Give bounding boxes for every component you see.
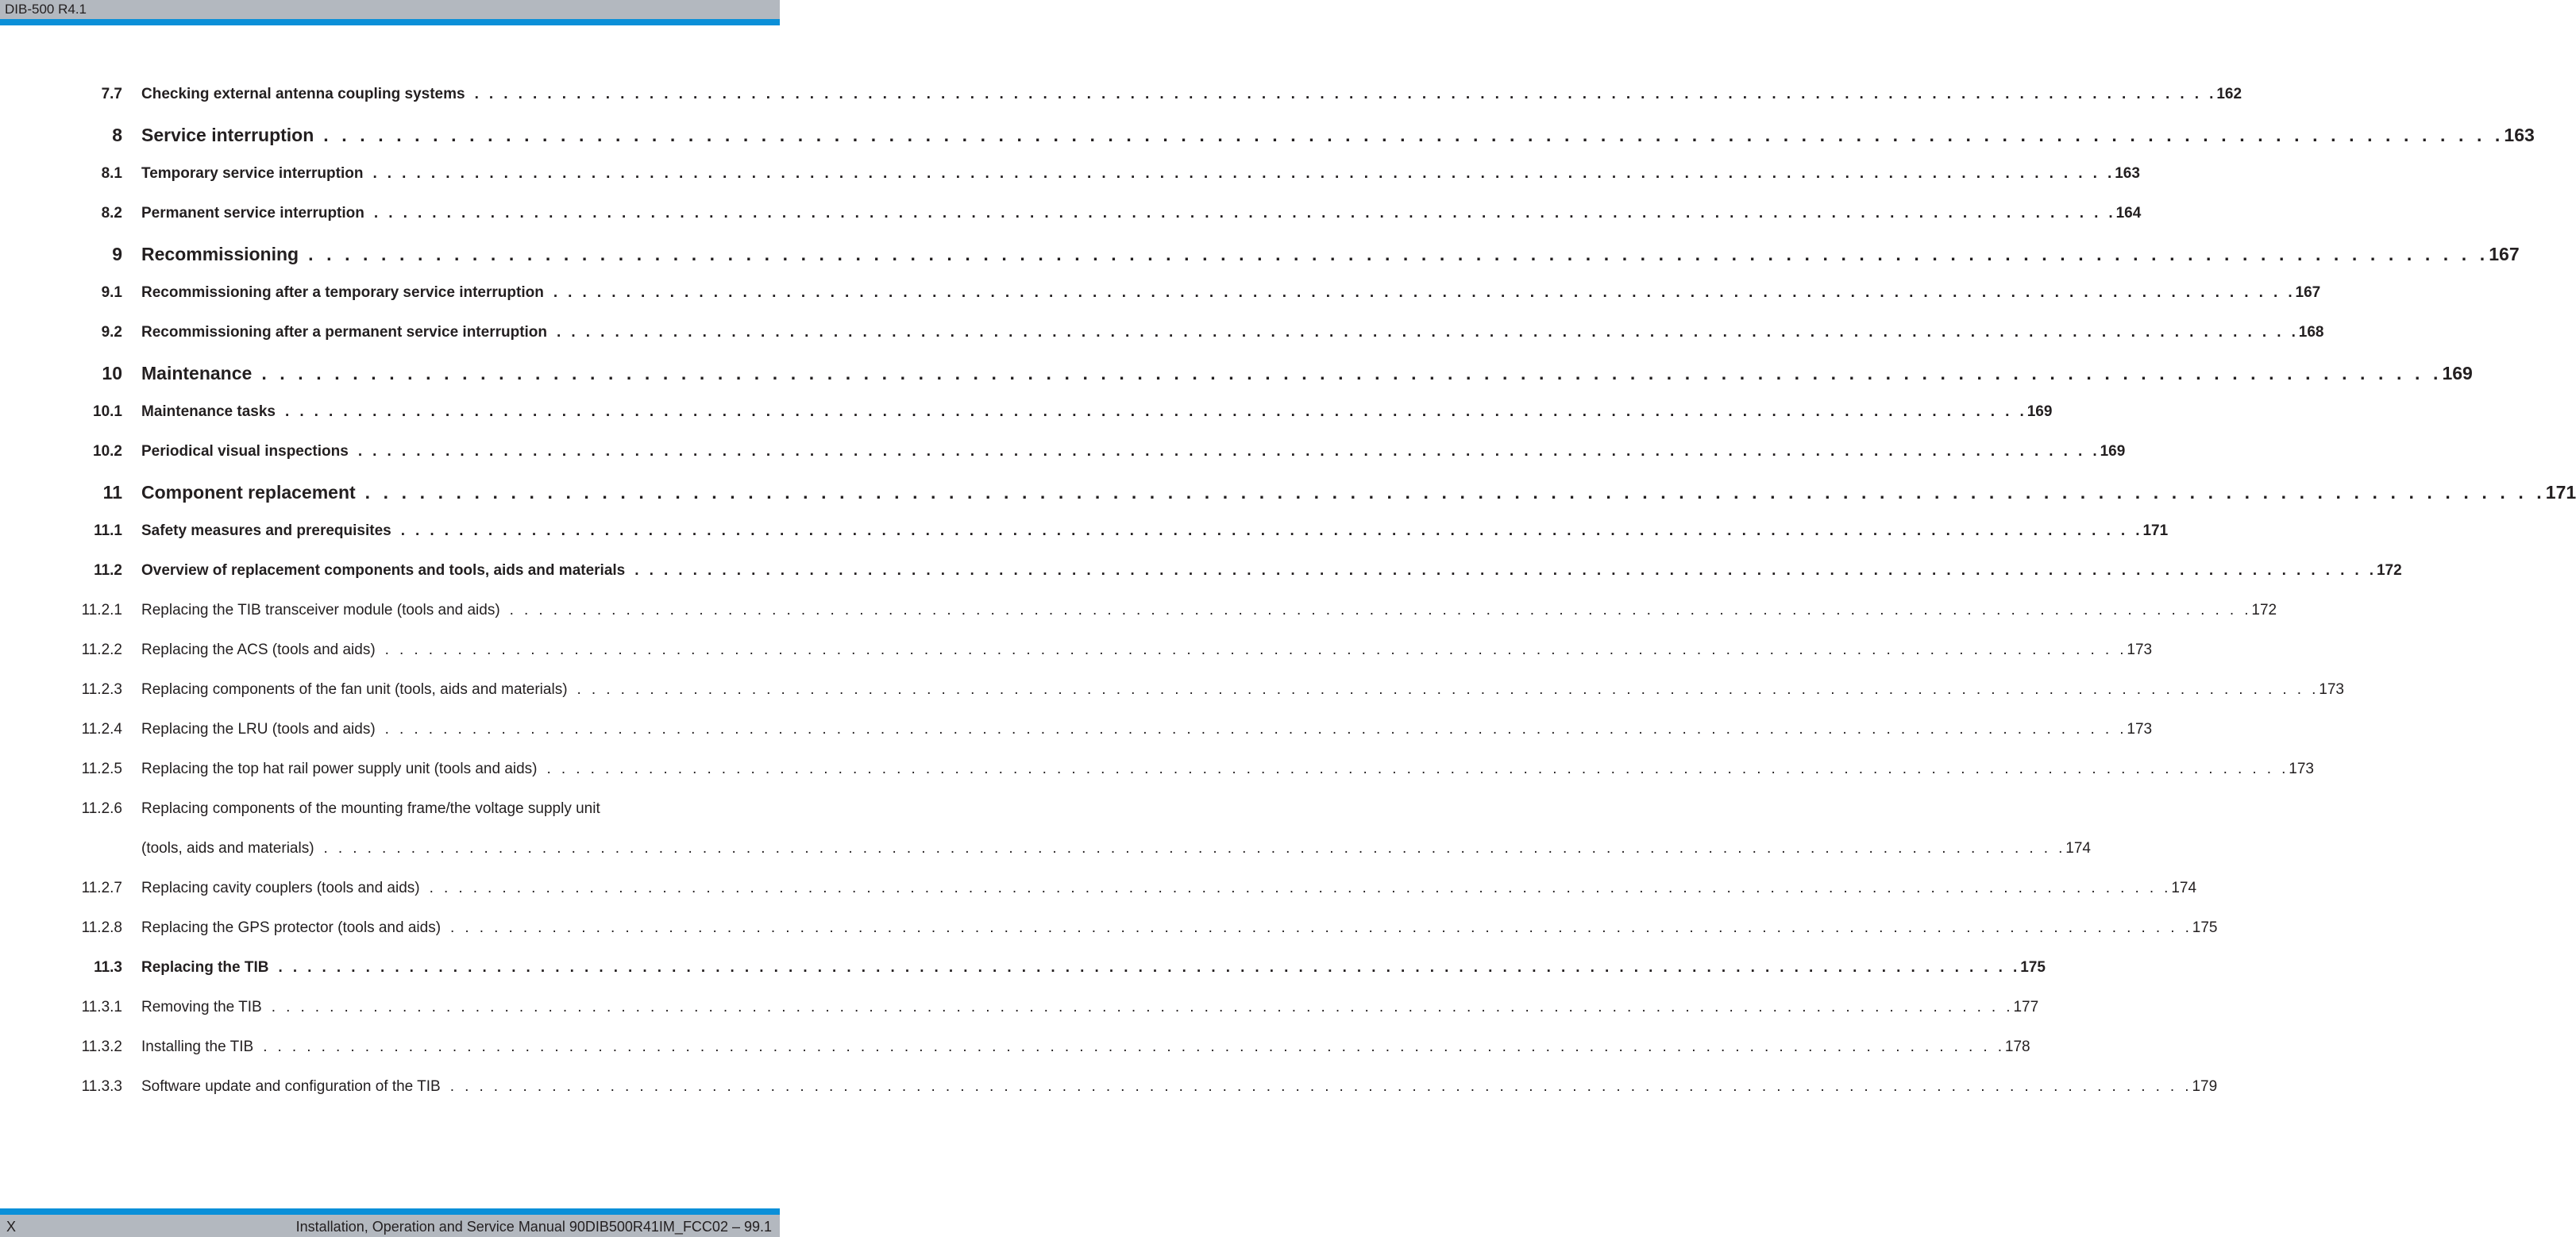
toc-dot-leader: . . . . . . . . . . . . . . . . . . . . . . . . . . . . . . . . . . . . . . . . . . . . . . . . . . . . . . . . . . . . . . . . . . . . . . . . . . . . . . . . . . . . . . . . . . . . . . . . . . . . . . . . . . . . . . . . . . . . . . . . <box>323 840 2066 857</box>
toc-entry-page: 163 <box>2504 125 2535 145</box>
toc-entry[interactable] <box>0 562 2402 602</box>
toc-dot-leader: . . . . . . . . . . . . . . . . . . . . . . . . . . . . . . . . . . . . . . . . . . . . . . . . . . . . . . . . . . . . . . . . . . . . . . . . . . . . . . . . . . . . . . . . . . . . . . . . . . . . . . . . . . . . . . . . . . . . . . . . <box>323 125 2505 145</box>
toc-entry-number: 11.3 <box>94 959 122 976</box>
toc-entry[interactable] <box>0 482 2576 522</box>
toc-entry[interactable] <box>0 363 2473 403</box>
toc-entry-title: Recommissioning after a temporary service interruption <box>141 284 544 301</box>
toc-entry[interactable] <box>0 840 2091 880</box>
toc-entry-title: Software update and configuration of the TIB <box>141 1078 441 1095</box>
toc-entry-title: Replacing the ACS (tools and aids) <box>141 642 376 658</box>
toc-entry-title: Replacing cavity couplers (tools and aids) <box>141 880 420 896</box>
toc-entry[interactable] <box>0 761 2314 800</box>
toc-entry[interactable] <box>0 125 2535 165</box>
toc-entry-title: Replacing the LRU (tools and aids) <box>141 721 376 738</box>
header-bar <box>0 0 780 19</box>
toc-entry-page: 168 <box>2298 324 2324 341</box>
toc-entry-title: Service interruption <box>141 125 314 145</box>
toc-entry-page: 163 <box>2115 165 2140 182</box>
toc-entry[interactable] <box>0 1039 2030 1078</box>
toc-entry[interactable] <box>0 959 2046 999</box>
toc-entry-number: 11.2.4 <box>81 721 122 738</box>
toc-entry-title: Maintenance <box>141 363 253 383</box>
toc-dot-leader: . . . . . . . . . . . . . . . . . . . . . . . . . . . . . . . . . . . . . . . . . . . . . . . . . . . . . . . . . . . . . . . . . . . . . . . . . . . . . . . . . . . . . . . . . . . . . . . . . . . . . . . . . . . . . . . . . . . . . . . . <box>474 86 2217 102</box>
toc-dot-leader: . . . . . . . . . . . . . . . . . . . . . . . . . . . . . . . . . . . . . . . . . . . . . . . . . . . . . . . . . . . . . . . . . . . . . . . . . . . . . . . . . . . . . . . . . . . . . . . . . . . . . . . . . . . . . . . . . . . . . . . . <box>263 1039 2005 1055</box>
toc-entry-title: Replacing the TIB <box>141 959 269 976</box>
toc-dot-leader: . . . . . . . . . . . . . . . . . . . . . . . . . . . . . . . . . . . . . . . . . . . . . . . . . . . . . . . . . . . . . . . . . . . . . . . . . . . . . . . . . . . . . . . . . . . . . . . . . . . . . . . . . . . . . . . . . . . . . . . . <box>384 642 2127 658</box>
toc-entry-number: 11.3.3 <box>81 1078 122 1095</box>
toc-entry-number: 9.1 <box>101 284 122 301</box>
toc-entry-title: Replacing components of the fan unit (tools, aids and materials) <box>141 681 568 698</box>
toc-dot-leader: . . . . . . . . . . . . . . . . . . . . . . . . . . . . . . . . . . . . . . . . . . . . . . . . . . . . . . . . . . . . . . . . . . . . . . . . . . . . . . . . . . . . . . . . . . . . . . . . . . . . . . . . . . . . . . . . . . . . . . . . <box>261 363 2443 383</box>
toc-entry[interactable] <box>0 800 780 840</box>
toc-entry-page: 174 <box>2065 840 2091 857</box>
toc-entry-title: Removing the TIB <box>141 999 262 1015</box>
toc-entry-page: 167 <box>2489 244 2520 264</box>
toc-entry-page: 173 <box>2127 642 2153 658</box>
toc-entry-number: 11.2.1 <box>81 602 122 618</box>
toc-dot-leader: . . . . . . . . . . . . . . . . . . . . . . . . . . . . . . . . . . . . . . . . . . . . . . . . . . . . . . . . . . . . . . . . . . . . . . . . . . . . . . . . . . . . . . . . . . . . . . . . . . . . . . . . . . . . . . . . . . . . . . . . <box>384 721 2127 738</box>
toc-entry-page: 175 <box>2020 959 2046 976</box>
toc-entry-number: 11.3.1 <box>81 999 122 1015</box>
toc-entry-title: Periodical visual inspections <box>141 443 349 460</box>
toc-entry-title: Overview of replacement components and tools, aids and materials <box>141 562 626 579</box>
toc-entry-page: 167 <box>2295 284 2321 301</box>
toc-entry-number: 11.2.8 <box>81 919 122 936</box>
toc-dot-leader: . . . . . . . . . . . . . . . . . . . . . . . . . . . . . . . . . . . . . . . . . . . . . . . . . . . . . . . . . . . . . . . . . . . . . . . . . . . . . . . . . . . . . . . . . . . . . . . . . . . . . . . . . . . . . . . . . . . . . . . . <box>509 602 2252 618</box>
toc-entry-title: Installing the TIB <box>141 1039 254 1055</box>
toc-entry-number: 11.2.3 <box>81 681 122 698</box>
toc-dot-leader: . . . . . . . . . . . . . . . . . . . . . . . . . . . . . . . . . . . . . . . . . . . . . . . . . . . . . . . . . . . . . . . . . . . . . . . . . . . . . . . . . . . . . . . . . . . . . . . . . . . . . . . . . . . . . . . . . . . . . . . . <box>278 959 2021 976</box>
manual-reference: Installation, Operation and Service Manual 90DIB500R41IM_FCC02 – 99.1 <box>295 1219 772 1235</box>
toc-entry-number: 11.2.2 <box>81 642 122 658</box>
toc-entry-number: 11.2.5 <box>81 761 122 777</box>
toc-dot-leader: . . . . . . . . . . . . . . . . . . . . . . . . . . . . . . . . . . . . . . . . . . . . . . . . . . . . . . . . . . . . . . . . . . . . . . . . . . . . . . . . . . . . . . . . . . . . . . . . . . . . . . . . . . . . . . . . . . . . . . . . <box>557 324 2299 341</box>
toc-entry-page: 178 <box>2004 1039 2030 1055</box>
toc-entry[interactable] <box>0 86 2242 125</box>
toc-entry-page: 173 <box>2127 721 2153 738</box>
toc-dot-leader: . . . . . . . . . . . . . . . . . . . . . . . . . . . . . . . . . . . . . . . . . . . . . . . . . . . . . . . . . . . . . . . . . . . . . . . . . . . . . . . . . . . . . . . . . . . . . . . . . . . . . . . . . . . . . . . . . . . . . . . . <box>634 562 2377 579</box>
toc-entry-title: Component replacement <box>141 482 356 503</box>
toc-entry-title: Recommissioning <box>141 244 299 264</box>
toc-entry-number: 11.2.6 <box>81 800 122 817</box>
toc-entry-number: 11.2 <box>94 562 122 579</box>
toc-entry[interactable] <box>0 642 2153 681</box>
toc-entry[interactable] <box>0 403 2053 443</box>
toc-entry-title: Recommissioning after a permanent service interruption <box>141 324 548 341</box>
toc-entry[interactable] <box>0 880 2197 919</box>
toc-dot-leader: . . . . . . . . . . . . . . . . . . . . . . . . . . . . . . . . . . . . . . . . . . . . . . . . . . . . . . . . . . . . . . . . . . . . . . . . . . . . . . . . . . . . . . . . . . . . . . . . . . . . . . . . . . . . . . . . . . . . . . . . <box>284 403 2027 420</box>
toc-dot-leader: . . . . . . . . . . . . . . . . . . . . . . . . . . . . . . . . . . . . . . . . . . . . . . . . . . . . . . . . . . . . . . . . . . . . . . . . . . . . . . . . . . . . . . . . . . . . . . . . . . . . . . . . . . . . . . . . . . . . . . . . <box>308 244 2489 264</box>
toc-entry[interactable] <box>0 721 2153 761</box>
toc-entry-title: Permanent service interruption <box>141 205 364 222</box>
header-accent-line <box>0 19 780 25</box>
toc-entry[interactable] <box>0 165 2140 205</box>
toc-entry-number: 10.2 <box>93 443 122 460</box>
toc-entry-title: Replacing the GPS protector (tools and aids) <box>141 919 442 936</box>
toc-dot-leader: . . . . . . . . . . . . . . . . . . . . . . . . . . . . . . . . . . . . . . . . . . . . . . . . . . . . . . . . . . . . . . . . . . . . . . . . . . . . . . . . . . . . . . . . . . . . . . . . . . . . . . . . . . . . . . . . . . . . . . . . <box>553 284 2296 301</box>
toc-dot-leader: . . . . . . . . . . . . . . . . . . . . . . . . . . . . . . . . . . . . . . . . . . . . . . . . . . . . . . . . . . . . . . . . . . . . . . . . . . . . . . . . . . . . . . . . . . . . . . . . . . . . . . . . . . . . . . . . . . . . . . . . <box>577 681 2320 698</box>
toc-entry-number: 10.1 <box>93 403 122 420</box>
toc-entry-number: 8.1 <box>101 165 122 182</box>
toc-entry[interactable] <box>0 205 2142 245</box>
toc-entry[interactable] <box>0 999 2039 1039</box>
table-of-contents <box>0 86 2576 1118</box>
toc-entry-number: 9 <box>112 244 122 264</box>
toc-entry-title: Replacing the top hat rail power supply unit (tools and aids) <box>141 761 538 777</box>
toc-dot-leader: . . . . . . . . . . . . . . . . . . . . . . . . . . . . . . . . . . . . . . . . . . . . . . . . . . . . . . . . . . . . . . . . . . . . . . . . . . . . . . . . . . . . . . . . . . . . . . . . . . . . . . . . . . . . . . . . . . . . . . . . <box>372 165 2115 182</box>
toc-dot-leader: . . . . . . . . . . . . . . . . . . . . . . . . . . . . . . . . . . . . . . . . . . . . . . . . . . . . . . . . . . . . . . . . . . . . . . . . . . . . . . . . . . . . . . . . . . . . . . . . . . . . . . . . . . . . . . . . . . . . . . . . <box>429 880 2172 896</box>
toc-entry-page: 171 <box>2142 522 2169 539</box>
toc-entry-number: 9.2 <box>101 324 122 341</box>
toc-entry-page: 169 <box>2100 443 2126 460</box>
toc-entry-title: Safety measures and prerequisites <box>141 522 391 539</box>
toc-entry-number: 10 <box>102 363 122 383</box>
toc-entry-title: Replacing components of the mounting frame/the voltage supply unit <box>141 800 600 817</box>
toc-dot-leader: . . . . . . . . . . . . . . . . . . . . . . . . . . . . . . . . . . . . . . . . . . . . . . . . . . . . . . . . . . . . . . . . . . . . . . . . . . . . . . . . . . . . . . . . . . . . . . . . . . . . . . . . . . . . . . . . . . . . . . . . <box>449 1078 2192 1095</box>
toc-entry-page: 175 <box>2192 919 2218 936</box>
toc-entry-title: Checking external antenna coupling systems <box>141 86 465 102</box>
toc-entry[interactable] <box>0 284 2321 324</box>
toc-dot-leader: . . . . . . . . . . . . . . . . . . . . . . . . . . . . . . . . . . . . . . . . . . . . . . . . . . . . . . . . . . . . . . . . . . . . . . . . . . . . . . . . . . . . . . . . . . . . . . . . . . . . . . . . . . . . . . . . . . . . . . . . <box>357 443 2100 460</box>
toc-entry[interactable] <box>0 324 2324 364</box>
toc-entry-page: 172 <box>2376 562 2402 579</box>
toc-entry-page: 164 <box>2115 205 2142 222</box>
toc-entry-page: 173 <box>2289 761 2314 777</box>
toc-entry-number: 11.1 <box>94 522 122 539</box>
toc-entry-page: 179 <box>2192 1078 2218 1095</box>
page-number: X <box>6 1219 17 1235</box>
toc-entry-page: 162 <box>2216 86 2242 102</box>
toc-entry[interactable] <box>0 681 2344 721</box>
toc-dot-leader: . . . . . . . . . . . . . . . . . . . . . . . . . . . . . . . . . . . . . . . . . . . . . . . . . . . . . . . . . . . . . . . . . . . . . . . . . . . . . . . . . . . . . . . . . . . . . . . . . . . . . . . . . . . . . . . . . . . . . . . . <box>271 999 2014 1015</box>
toc-entry-title: Temporary service interruption <box>141 165 364 182</box>
toc-entry-page: 173 <box>2319 681 2344 698</box>
toc-entry[interactable] <box>0 244 2520 284</box>
toc-entry-number: 8.2 <box>101 205 122 222</box>
toc-entry-number: 11 <box>102 482 122 503</box>
toc-entry-number: 11.2.7 <box>81 880 122 896</box>
toc-entry[interactable] <box>0 919 2218 959</box>
toc-entry[interactable] <box>0 1078 2218 1118</box>
toc-entry-number: 7.7 <box>101 86 122 102</box>
toc-entry-title: Replacing the TIB transceiver module (tools and aids) <box>141 602 500 618</box>
toc-dot-leader: . . . . . . . . . . . . . . . . . . . . . . . . . . . . . . . . . . . . . . . . . . . . . . . . . . . . . . . . . . . . . . . . . . . . . . . . . . . . . . . . . . . . . . . . . . . . . . . . . . . . . . . . . . . . . . . . . . . . . . . . <box>450 919 2192 936</box>
toc-entry-page: 171 <box>2545 482 2576 503</box>
document-title: DIB-500 R4.1 <box>5 2 87 17</box>
toc-entry-page: 174 <box>2171 880 2197 896</box>
toc-entry-number: 11.3.2 <box>81 1039 122 1055</box>
footer-accent-line <box>0 1208 780 1215</box>
toc-entry-title: Maintenance tasks <box>141 403 276 420</box>
toc-dot-leader: . . . . . . . . . . . . . . . . . . . . . . . . . . . . . . . . . . . . . . . . . . . . . . . . . . . . . . . . . . . . . . . . . . . . . . . . . . . . . . . . . . . . . . . . . . . . . . . . . . . . . . . . . . . . . . . . . . . . . . . . <box>546 761 2289 777</box>
toc-entry-page: 169 <box>2442 363 2473 383</box>
toc-entry-page: 172 <box>2251 602 2277 618</box>
toc-entry-page: 177 <box>2013 999 2039 1015</box>
toc-entry[interactable] <box>0 602 2277 642</box>
toc-entry-page: 169 <box>2026 403 2053 420</box>
toc-entry-number: 8 <box>112 125 122 145</box>
toc-entry-title: (tools, aids and materials) <box>141 840 314 857</box>
toc-dot-leader: . . . . . . . . . . . . . . . . . . . . . . . . . . . . . . . . . . . . . . . . . . . . . . . . . . . . . . . . . . . . . . . . . . . . . . . . . . . . . . . . . . . . . . . . . . . . . . . . . . . . . . . . . . . . . . . . . . . . . . . . <box>373 205 2116 222</box>
toc-dot-leader: . . . . . . . . . . . . . . . . . . . . . . . . . . . . . . . . . . . . . . . . . . . . . . . . . . . . . . . . . . . . . . . . . . . . . . . . . . . . . . . . . . . . . . . . . . . . . . . . . . . . . . . . . . . . . . . . . . . . . . . . <box>400 522 2143 539</box>
toc-dot-leader: . . . . . . . . . . . . . . . . . . . . . . . . . . . . . . . . . . . . . . . . . . . . . . . . . . . . . . . . . . . . . . . . . . . . . . . . . . . . . . . . . . . . . . . . . . . . . . . . . . . . . . . . . . . . . . . . . . . . . . . . <box>364 482 2546 503</box>
toc-entry[interactable] <box>0 443 2126 483</box>
toc-entry[interactable] <box>0 522 2169 562</box>
